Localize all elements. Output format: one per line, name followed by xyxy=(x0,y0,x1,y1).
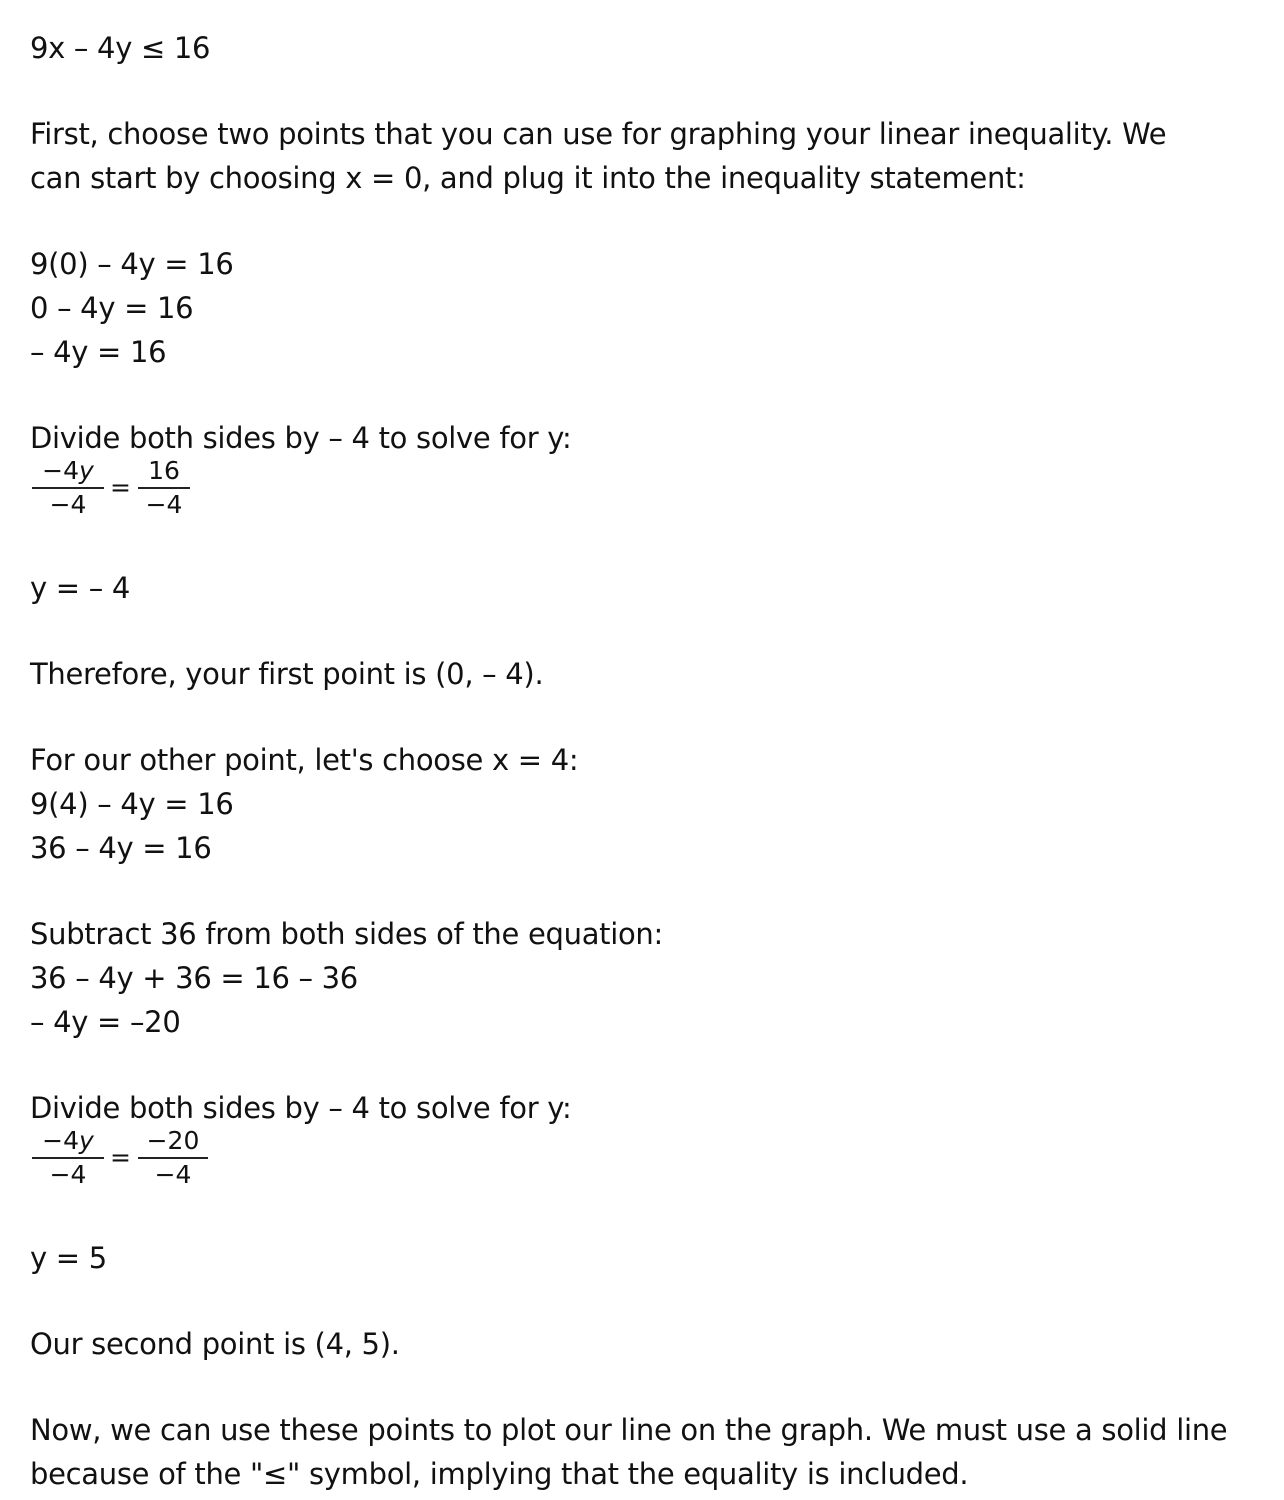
fraction-denominator: −4 xyxy=(154,1159,192,1189)
equals-sign: = xyxy=(110,473,131,502)
equals-sign: = xyxy=(110,1143,131,1172)
fraction-numerator: 16 xyxy=(148,456,180,485)
step-simplify-3: 36 – 4y = 16 xyxy=(30,831,212,865)
fraction-left xyxy=(32,455,104,521)
fraction-left xyxy=(32,1125,104,1191)
numerator-coefficient: −4 xyxy=(42,1126,80,1155)
step-simplify-1: 0 – 4y = 16 xyxy=(30,291,194,325)
second-point-statement: Our second point is (4, 5). xyxy=(30,1327,400,1361)
fraction-equation-1 xyxy=(30,455,230,525)
fraction-denominator: −4 xyxy=(49,489,87,519)
conclusion-line-1: Now, we can use these points to plot our line on the graph. We must use a solid line xyxy=(30,1413,1228,1447)
conclusion-line-2: because of the "≤" symbol, implying that the equality is included. xyxy=(30,1457,969,1491)
numerator-variable: y xyxy=(79,1126,94,1155)
fraction-numerator xyxy=(32,455,104,487)
paragraph-intro-line-2: can start by choosing x = 0, and plug it into the inequality statement: xyxy=(30,161,1026,195)
inequality-statement: 9x – 4y ≤ 16 xyxy=(30,31,211,65)
fraction-numerator xyxy=(32,1125,104,1157)
step-simplify-2: – 4y = 16 xyxy=(30,335,167,369)
divide-instruction-1: Divide both sides by – 4 to solve for y: xyxy=(30,421,572,455)
result-y-second: y = 5 xyxy=(30,1241,107,1275)
first-point-statement: Therefore, your first point is (0, – 4). xyxy=(30,657,544,691)
fraction-denominator: −4 xyxy=(145,489,183,519)
step-substitute-x0: 9(0) – 4y = 16 xyxy=(30,247,234,281)
fraction-denominator: −4 xyxy=(49,1159,87,1189)
step-simplify-4: – 4y = –20 xyxy=(30,1005,181,1039)
fraction-right xyxy=(138,455,190,521)
result-y-first: y = – 4 xyxy=(30,571,130,605)
subtract-instruction: Subtract 36 from both sides of the equation: xyxy=(30,917,663,951)
fraction-equation-2 xyxy=(30,1125,250,1195)
step-substitute-x4: 9(4) – 4y = 16 xyxy=(30,787,234,821)
divide-instruction-2: Divide both sides by – 4 to solve for y: xyxy=(30,1091,572,1125)
numerator-coefficient: −4 xyxy=(42,456,80,485)
step-subtract: 36 – 4y + 36 = 16 – 36 xyxy=(30,961,358,995)
numerator-variable: y xyxy=(79,456,94,485)
other-point-intro: For our other point, let's choose x = 4: xyxy=(30,743,579,777)
fraction-right xyxy=(138,1125,208,1191)
fraction-numerator: −20 xyxy=(146,1126,200,1155)
paragraph-intro-line-1: First, choose two points that you can use for graphing your linear inequality. We xyxy=(30,117,1167,151)
